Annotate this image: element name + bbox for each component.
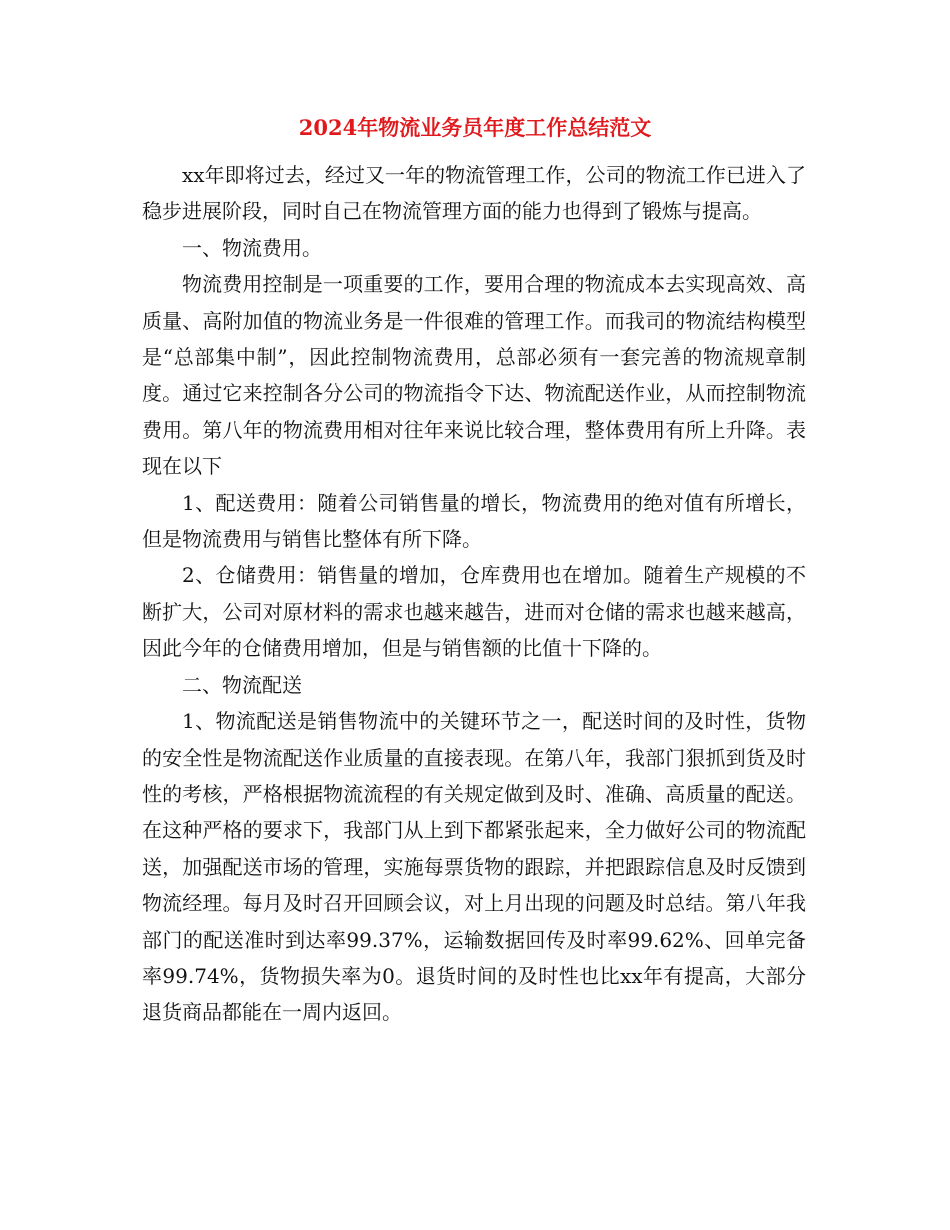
paragraph-logistics-delivery: 1、物流配送是销售物流中的关键环节之一，配送时间的及时性，货物的安全性是物流配送作业质量的直接表现。在第八年，我部门狠抓到货及时性的考核，严格根据物流流程的有关规定做到及时、准确、高质量的配送。在这种严格的要求下，我部门从上到下都紧张起来，全力做好公司的物流配送，加强配送市场的管理，实施每票货物的跟踪，并把跟踪信息及时反馈到物流经理。每月及时召开回顾会议，对上月出现的问题及时总结。第八年我部门的配送准时到达率99.37%，运输数据回传及时率99.62%、回单完备率99.74%，货物损失率为0。退货时间的及时性也比xx年有提高，大部分退货商品都能在一周内返回。 (142, 709, 806, 1025)
document-body (142, 157, 806, 1031)
paragraph-storage-cost: 2、仓储费用：销售量的增加，仓库费用也在增加。随着生产规模的不断扩大，公司对原材料的需求也越来越告，进而对仓储的需求也越来越高，因此今年的仓储费用增加，但是与销售额的比值十下降的。 (142, 563, 806, 661)
paragraph-intro: xx年即将过去，经过又一年的物流管理工作，公司的物流工作已进入了稳步进展阶段，同时自己在物流管理方面的能力也得到了锻炼与提高。 (142, 163, 806, 224)
section-heading-logistics-delivery: 二、物流配送 (182, 672, 302, 697)
paragraph-logistics-cost: 物流费用控制是一项重要的工作，要用合理的物流成本去实现高效、高质量、高附加值的物流业务是一件很难的管理工作。而我司的物流结构模型是“总部集中制”，因此控制物流费用，总部必须有一套完善的物流规章制度。通过它来控制各分公司的物流指令下达、物流配送作业，从而控制物流费用。第八年的物流费用相对往年来说比较合理，整体费用有所上升降。表现在以下 (142, 272, 806, 479)
section-heading-logistics-cost: 一、物流费用。 (182, 235, 322, 260)
paragraph-delivery-cost: 1、配送费用：随着公司销售量的增长，物流费用的绝对值有所增长，但是物流费用与销售比整体有所下降。 (142, 490, 806, 552)
document-title: 2024年物流业务员年度工作总结范文 (298, 115, 652, 140)
